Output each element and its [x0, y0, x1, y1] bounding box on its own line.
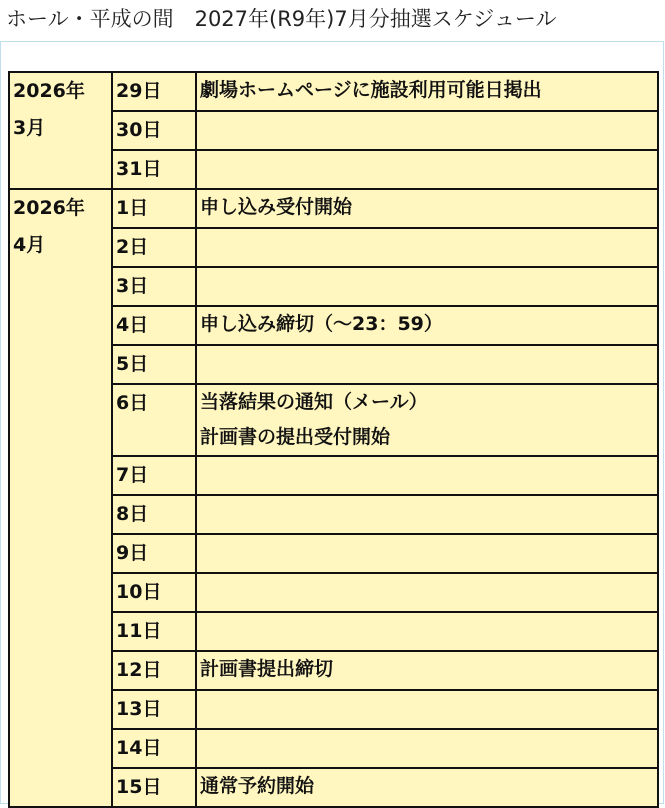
event-cell [196, 267, 658, 306]
day-cell: 2日 [112, 228, 196, 267]
event-cell [196, 228, 658, 267]
event-cell [196, 345, 658, 384]
day-cell: 31日 [112, 150, 196, 189]
event-text: 計画書提出締切 [200, 658, 334, 680]
day-cell: 13日 [112, 690, 196, 729]
day-cell: 29日 [112, 72, 196, 111]
day-cell: 11日 [112, 612, 196, 651]
event-cell [196, 651, 658, 690]
day-cell: 10日 [112, 573, 196, 612]
day-cell: 30日 [112, 111, 196, 150]
day-cell: 4日 [112, 306, 196, 345]
event-text: 当落結果の通知（メール） [200, 391, 428, 413]
event-text: 通常予約開始 [200, 775, 315, 797]
event-cell [196, 306, 658, 345]
day-cell: 14日 [112, 729, 196, 768]
day-cell: 6日 [112, 384, 196, 456]
event-text: 計画書の提出受付開始 [200, 426, 391, 448]
month-label-line: 3月 [13, 117, 46, 139]
month-cell [9, 189, 112, 807]
event-cell [196, 690, 658, 729]
schedule-row [9, 189, 658, 228]
event-cell [196, 612, 658, 651]
event-text: 申し込み受付開始 [200, 196, 353, 218]
day-cell: 7日 [112, 456, 196, 495]
day-cell: 3日 [112, 267, 196, 306]
day-cell: 15日 [112, 768, 196, 807]
day-cell: 1日 [112, 189, 196, 228]
event-text: 申し込み締切（～23：59） [200, 313, 443, 335]
day-cell: 8日 [112, 495, 196, 534]
schedule-row [9, 72, 658, 111]
schedule-table [8, 71, 659, 808]
event-cell [196, 534, 658, 573]
month-label-line: 2026年 [13, 80, 85, 102]
month-label-line: 4月 [13, 234, 46, 256]
event-cell [196, 150, 658, 189]
schedule-body [9, 72, 658, 807]
month-cell [9, 72, 112, 189]
event-text: 劇場ホームページに施設利用可能日掲出 [200, 79, 542, 101]
day-cell: 12日 [112, 651, 196, 690]
event-cell [196, 495, 658, 534]
page-title: ホール・平成の間 2027年(R9年)7月分抽選スケジュール [6, 7, 557, 31]
event-cell [196, 384, 658, 456]
day-cell: 9日 [112, 534, 196, 573]
month-label-line: 2026年 [13, 197, 85, 219]
event-cell [196, 111, 658, 150]
event-cell [196, 189, 658, 228]
event-cell [196, 573, 658, 612]
event-cell [196, 456, 658, 495]
event-cell [196, 768, 658, 807]
event-cell [196, 72, 658, 111]
event-cell [196, 729, 658, 768]
day-cell: 5日 [112, 345, 196, 384]
